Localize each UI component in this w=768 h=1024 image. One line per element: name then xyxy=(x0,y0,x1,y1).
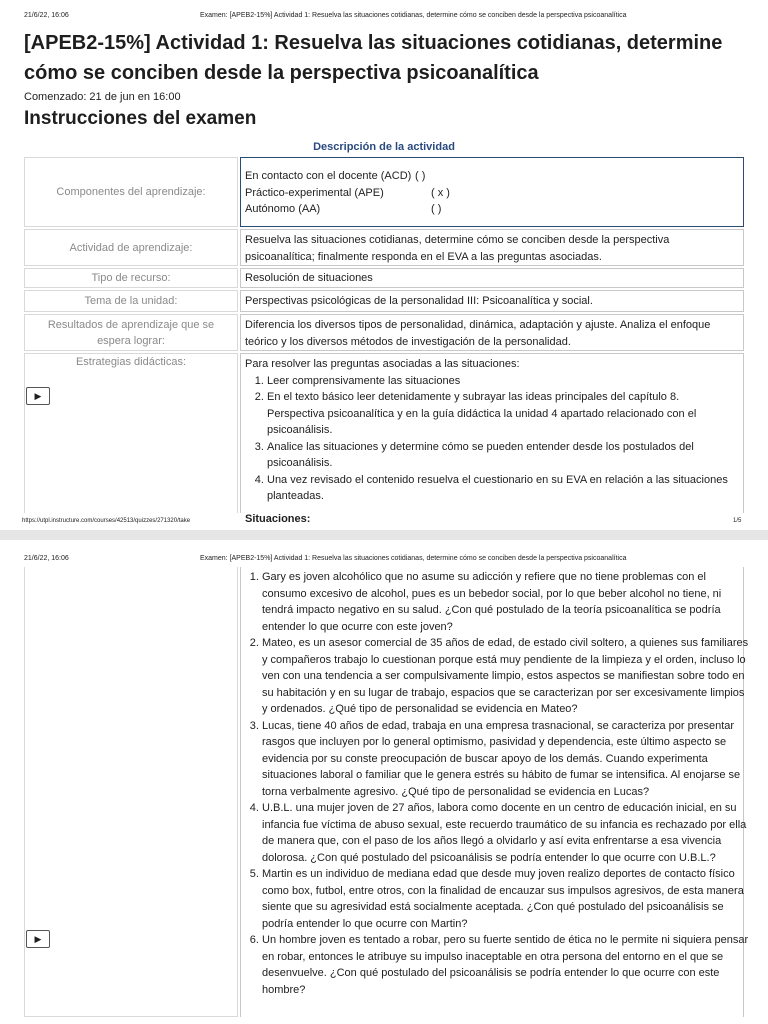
expand-button-2[interactable] xyxy=(26,930,50,948)
print-date: 21/6/22, 16:06 xyxy=(24,555,69,562)
print-date: 21/6/22, 16:06 xyxy=(24,12,69,19)
resource-label: Tipo de recurso: xyxy=(24,268,238,288)
page-separator xyxy=(0,530,768,540)
play-icon: ▶ xyxy=(34,390,42,401)
strategy-steps xyxy=(245,373,739,505)
print-doc-title: Examen: [APEB2-15%] Actividad 1: Resuelva las situaciones cotidianas, determine cómo se conciben desde la perspectiva psicoanalítica xyxy=(200,555,627,562)
situation-item: 1. Gary es joven alcohólico que no asume su adicción y refiere que no tiene problemas con el consumo excesivo de alcohol, pues es un bebedor social, por lo que beber alcohol no tiene, ni tendrá impacto negativo en su salud. ¿Con qué postulado de la teoría psicoanalítica se podría entender lo que ocurre con este joven? xyxy=(262,569,752,635)
situation-item: 5. Martin es un individuo de mediana edad que desde muy joven realizo deportes de contacto físico como box, futbol, entre otros, con la finalidad de encauzar sus impulsos agresivos, de esta manera siente que su agresividad está socialmente aceptada. ¿Con qué postulado del psicoanálisis se podría entender lo que ocurre con Martin? xyxy=(262,866,752,932)
print-url: https://utpl.instructure.com/courses/42513/quizzes/271320/take xyxy=(22,518,191,524)
strategy-step: 1. Leer comprensivamente las situaciones xyxy=(267,373,739,390)
activity-value: Resuelva las situaciones cotidianas, determine cómo se conciben desde la perspectiva psicoanalítica; finalmente responda en el EVA a las preguntas asociadas. xyxy=(240,229,744,266)
results-label: Resultados de aprendizaje que se espera lograr: xyxy=(24,314,238,351)
strategy-step: 3. Analice las situaciones y determine cómo se pueden entender desde los postulados del psicoanálisis. xyxy=(267,439,739,472)
page-title: [APEB2-15%] Actividad 1: Resuelva las situaciones cotidianas, determine cómo se conciben desde la perspectiva psicoanalítica xyxy=(24,32,723,84)
strategy-step: 2. En el texto básico leer detenidamente y subrayar las ideas principales del capítulo 8. Perspectiva psicoanalítica y en la guía didáctica la unidad 4 apartado relacionado con el psicoanálisis. xyxy=(267,389,739,439)
play-icon: ▶ xyxy=(34,933,42,944)
situation-item: 4. U.B.L. una mujer joven de 27 años, labora como docente en un centro de educación inicial, en su infancia fue víctima de abuso sexual, este recuerdo traumático de su infancia es rechazado por ella de manera que, con el paso de los años llegó a olvidarlo y así evita enfrentarse a esa vivencia dolorosa. ¿Con qué postulado del psicoanálisis se podría entender lo que ocurre con U.B.L.? xyxy=(262,800,752,866)
unit-label: Tema de la unidad: xyxy=(24,290,238,312)
instructions-heading: Instrucciones del examen xyxy=(24,108,257,129)
print-doc-title: Examen: [APEB2-15%] Actividad 1: Resuelva las situaciones cotidianas, determine cómo se conciben desde la perspectiva psicoanalítica xyxy=(200,12,627,19)
strategy-step: 4. Una vez revisado el contenido resuelva el cuestionario en su EVA en relación a las situaciones planteadas. xyxy=(267,472,739,505)
situation-item: 3. Lucas, tiene 40 años de edad, trabaja en una empresa trasnacional, se caracteriza por presentar rasgos que incluyen por lo general optimismo, pasividad y dependencia, este último aspecto se evidencia por su conste preocupación de buscar apoyo de los demás. Cuando experimenta situaciones laboral o familiar que le genera estrés su hábito de fumar se intensifica. Al enojarse se torna verbalmente agresivo. ¿Qué tipo de personalidad se evidencia en Lucas? xyxy=(262,718,752,801)
results-value: Diferencia los diversos tipos de personalidad, dinámica, adaptación y ajuste. Analiza el enfoque teórico y los diversos métodos de investigación de la personalidad. xyxy=(240,314,744,351)
situation-item: 2. Mateo, es un asesor comercial de 35 años de edad, de estado civil soltero, a quienes sus familiares y compañeros trabajo lo cuestionan porque está muy pendiente de la limpieza y el orden, incluso lo ven con una tendencia a ser compulsivamente limpio, estos aspectos se manifiestan sobre todo en su habitación y en su lugar de trabajo, espacios que se caracterizan por ser excesivamente limpios y ordenados. ¿Qué tipo de personalidad se evidencia en Mateo? xyxy=(262,635,752,718)
activity-label: Actividad de aprendizaje: xyxy=(24,229,238,266)
strategies-intro: Para resolver las preguntas asociadas a las situaciones: xyxy=(245,358,520,370)
situation-item: 6. Un hombre joven es tentado a robar, pero su fuerte sentido de ética no le permite ni siquiera pensar en robar, entonces le atribuye su impulso inaceptable en otra persona del entorno en el que se desenvuelve. ¿Con qué postulado del psicoanálisis se podría entender lo que ocurre con este hombre? xyxy=(262,932,752,998)
situations-heading: Situaciones: xyxy=(245,512,311,525)
components-label: Componentes del aprendizaje: xyxy=(24,157,238,227)
component-acd: En contacto con el docente (ACD) ( ) xyxy=(245,170,426,182)
component-aa: Autónomo (AA) ( ) xyxy=(245,203,442,215)
component-ape: Práctico-experimental (APE) ( x ) xyxy=(245,186,450,199)
unit-value: Perspectivas psicológicas de la personalidad III: Psicoanalítica y social. xyxy=(240,290,744,312)
page-number: 1/5 xyxy=(733,518,742,524)
description-heading: Descripción de la actividad xyxy=(313,141,455,153)
expand-button-1[interactable] xyxy=(26,387,50,405)
strategies-label xyxy=(24,353,238,513)
started-timestamp: Comenzado: 21 de jun en 16:00 xyxy=(24,91,181,103)
components-value xyxy=(240,157,744,227)
situations-list xyxy=(248,569,752,998)
strategies-label-continued xyxy=(24,567,238,1017)
strategies-label-text: Estrategias didácticas: xyxy=(75,356,187,368)
resource-value: Resolución de situaciones xyxy=(240,268,744,288)
